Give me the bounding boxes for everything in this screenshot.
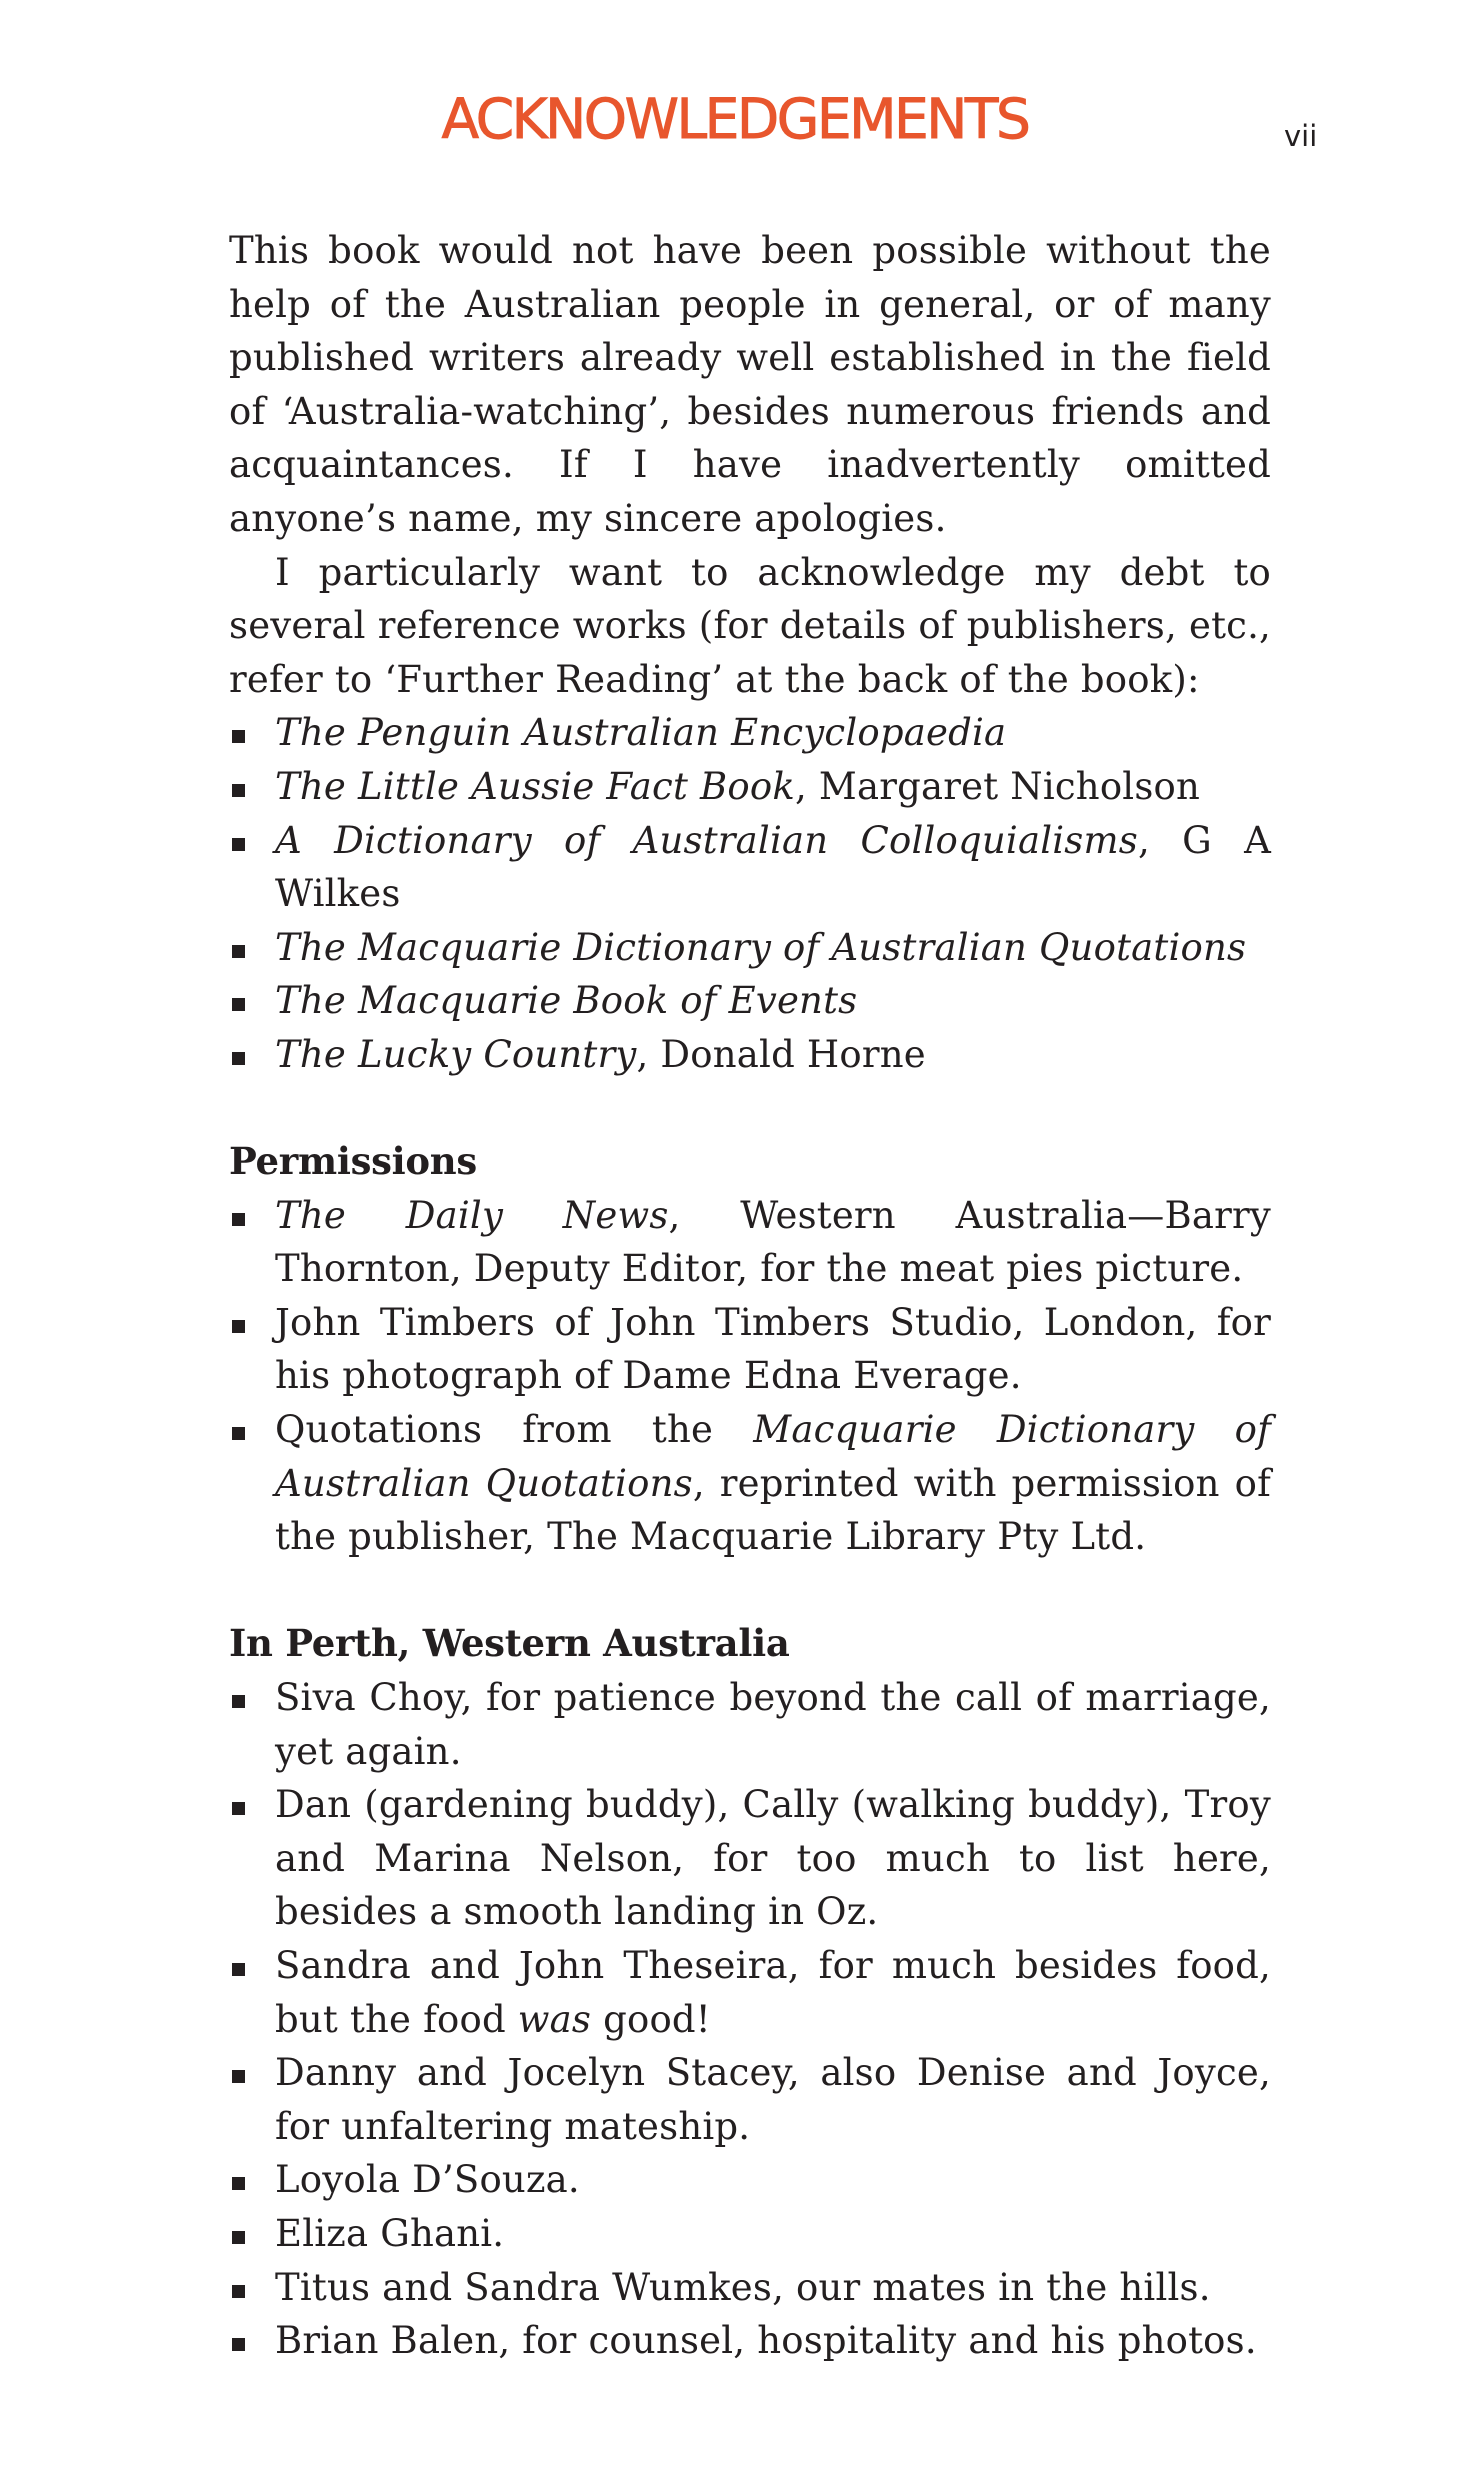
page-title: ACKNOWLEDGEMENTS	[441, 87, 1029, 151]
list-item	[229, 1671, 1271, 1778]
acknowledgement-text: Siva Choy, for patience beyond the call of marriage, yet again.	[275, 1676, 1271, 1773]
list-item	[229, 2046, 1271, 2153]
list-item	[229, 1939, 1271, 2046]
bullet-icon	[232, 2338, 245, 2351]
list-item	[229, 1778, 1271, 1939]
permission-text: John Timbers of John Timbers Studio, London, for his photograph of Dame Edna Everage.	[275, 1300, 1271, 1398]
list-item	[229, 706, 1271, 760]
reference-author: , G A Wilkes	[275, 818, 1271, 916]
acknowledgement-text: Dan (gardening buddy), Cally (walking buddy), Troy and Marina Nelson, for too much to list here, besides a smooth landing in Oz.	[275, 1783, 1271, 1934]
perth-heading: In Perth, Western Australia	[229, 1621, 790, 1666]
bullet-icon	[232, 945, 245, 958]
permission-text: , Western Australia—Barry Thornton, Deputy Editor, for the meat pies picture.	[275, 1193, 1271, 1291]
reference-title: The Macquarie Book of Events	[275, 979, 858, 1023]
bullet-icon	[232, 2285, 245, 2298]
list-item	[229, 2314, 1271, 2368]
bullet-icon	[232, 998, 245, 1011]
list-item	[229, 760, 1271, 814]
list-item	[229, 1296, 1271, 1403]
acknowledgement-text: Loyola D’Souza.	[275, 2158, 580, 2202]
acknowledgements-body	[229, 224, 1271, 2368]
list-item	[229, 1189, 1271, 1296]
permissions-heading: Permissions	[229, 1139, 477, 1184]
bullet-icon	[232, 784, 245, 797]
bullet-icon	[232, 2070, 245, 2083]
perth-list	[229, 1671, 1271, 2368]
list-item	[229, 814, 1271, 921]
list-item	[229, 1028, 1271, 1082]
permissions-list	[229, 1189, 1271, 1564]
bullet-icon	[232, 1802, 245, 1815]
bullet-icon	[232, 730, 245, 743]
reference-author: , Donald Horne	[636, 1032, 926, 1076]
emphasis-text: was	[517, 1997, 592, 2041]
acknowledgement-text: Titus and Sandra Wumkes, our mates in the hills.	[275, 2265, 1211, 2309]
bullet-icon	[232, 2231, 245, 2244]
bullet-icon	[232, 1213, 245, 1226]
reference-title: The Penguin Australian Encyclopaedia	[275, 711, 1007, 755]
reference-works-list	[229, 706, 1271, 1081]
list-item	[229, 921, 1271, 975]
reference-title: The Little Aussie Fact Book	[275, 764, 795, 808]
acknowledgement-text: Danny and Jocelyn Stacey, also Denise and Joyce, for unfaltering mateship.	[275, 2051, 1271, 2148]
acknowledgement-text: Brian Balen, for counsel, hospitality and his photos.	[275, 2319, 1257, 2363]
acknowledgement-text: Sandra and John Theseira, for much besides food, but the food	[275, 1944, 1271, 2041]
bullet-icon	[232, 2177, 245, 2190]
reference-works-paragraph: I particularly want to acknowledge my debt to several reference works (for details of publishers, etc., refer to ‘Further Reading’ at the back of the book):	[229, 550, 1271, 701]
reference-title: A Dictionary of Australian Colloquialisms	[275, 818, 1138, 862]
bullet-icon	[232, 1320, 245, 1333]
list-item	[229, 2261, 1271, 2315]
list-item	[229, 2153, 1271, 2207]
bullet-icon	[232, 838, 245, 851]
intro-paragraph: This book would not have been possible without the help of the Australian people in general, or of many published writers already well established in the field of ‘Australia-watching’, besides numerous friends and acquaintances. If I have inadvertently omitted anyone’s name, my sincere apologies.	[229, 229, 1271, 540]
permission-text: , reprinted with permission of the publisher, The Macquarie Library Pty Ltd.	[275, 1461, 1271, 1559]
reference-author: , Margaret Nicholson	[794, 764, 1201, 808]
permission-text: Quotations from the	[275, 1408, 754, 1452]
page-number: vii	[1284, 119, 1318, 153]
publication-title: The Daily News	[275, 1193, 669, 1237]
list-item	[229, 2207, 1271, 2261]
publication-title: Macquarie Dictionary of Australian Quotations	[275, 1408, 1271, 1505]
acknowledgement-text: Eliza Ghani.	[275, 2211, 505, 2255]
list-item	[229, 1403, 1271, 1564]
bullet-icon	[232, 1427, 245, 1440]
bullet-icon	[232, 1052, 245, 1065]
list-item	[229, 974, 1271, 1028]
acknowledgement-text: good!	[591, 1997, 711, 2041]
reference-title: The Macquarie Dictionary of Australian Quotations	[275, 925, 1247, 969]
bullet-icon	[232, 1963, 245, 1976]
reference-title: The Lucky Country	[275, 1032, 637, 1076]
bullet-icon	[232, 1695, 245, 1708]
